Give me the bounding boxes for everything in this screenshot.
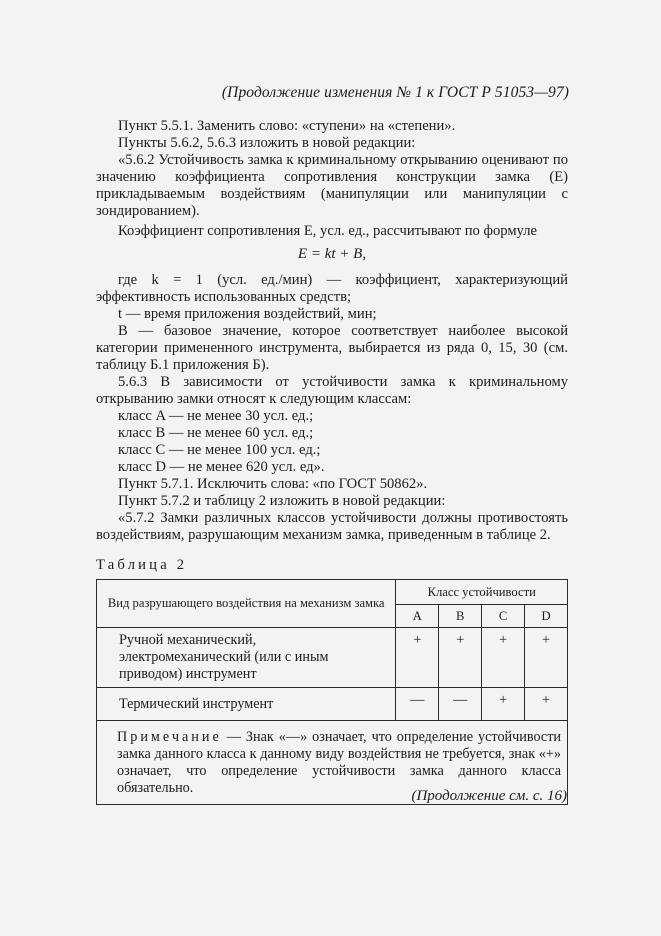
cell-value: — [396,688,439,721]
formula: E = kt + B, [297,246,367,262]
note-text: — Знак «—» означает, что определение устойчивости замка данного класса к данному виду воздействия не требуется, знак «+» означает, что определение устойчивости замка данного класса обязательно. [117,729,561,796]
cell-value: + [525,628,568,688]
cell-value: + [525,688,568,721]
column-header: A [396,605,439,628]
table-header-row [97,580,568,605]
column-header: B [439,605,482,628]
paragraph: B — базовое значение, которое соответствует наиболее высокой категории примененного инструмента, выбирается из ряда 0, 15, 30 (см. таблицу Б.1 приложения Б). [96,323,568,373]
paragraph: t — время приложения воздействий, мин; [118,306,377,322]
header-impact: Вид разрушающего воздействия на механизм замка [97,580,396,628]
header-class: Класс устойчивости [396,580,568,605]
paragraph: где k = 1 (усл. ед./мин) — коэффициент, характеризующий эффективность использованных средств; [96,272,568,305]
body-text [96,118,568,805]
column-header: C [482,605,525,628]
header-continuation: (Продолжение изменения № 1 к ГОСТ Р 51053—97) [221,84,569,101]
paragraph: 5.6.3 В зависимости от устойчивости замка к криминальному открыванию замки относят к следующим классам: [96,374,568,407]
paragraph: Пункт 5.5.1. Заменить слово: «ступени» на «степени». [118,118,456,134]
cell-value: — [439,688,482,721]
cell-value: + [482,688,525,721]
column-header: D [525,605,568,628]
cell-value: + [439,628,482,688]
row-label: Ручной механический, электромеханический (или с иным приводом) инструмент [97,628,396,688]
paragraph: Пункт 5.7.2 и таблицу 2 изложить в новой редакции: [118,493,446,509]
paragraph: Пункт 5.7.1. Исключить слова: «по ГОСТ 50862». [118,476,428,492]
paragraph: «5.7.2 Замки различных классов устойчивости должны противостоять воздействиям, разрушающим механизм замка, приведенным в таблице 2. [96,510,568,543]
class-item: класс A — не менее 30 усл. ед.; [118,408,314,424]
paragraph: Коэффициент сопротивления E, усл. ед., рассчитывают по формуле [118,223,537,239]
resistance-table [96,579,568,805]
cell-value: + [482,628,525,688]
table-row [97,688,568,721]
cell-value: + [396,628,439,688]
footer-continuation: (Продолжение см. с. 16) [411,788,567,804]
class-item: класс C — не менее 100 усл. ед.; [118,442,321,458]
table-row [97,628,568,688]
class-item: класс D — не менее 620 усл. ед». [118,459,325,475]
paragraph: Пункты 5.6.2, 5.6.3 изложить в новой редакции: [118,135,416,151]
note-label: Примечание [117,729,222,745]
paragraph: «5.6.2 Устойчивость замка к криминальному открыванию оценивают по значению коэффициента сопротивления конструкции замка (E) прикладываемым воздействиям (манипуляции или манипуляции с зондированием). [96,152,568,219]
class-item: класс B — не менее 60 усл. ед.; [118,425,314,441]
row-label: Термический инструмент [97,688,396,721]
table-caption: Таблица 2 [96,557,188,573]
